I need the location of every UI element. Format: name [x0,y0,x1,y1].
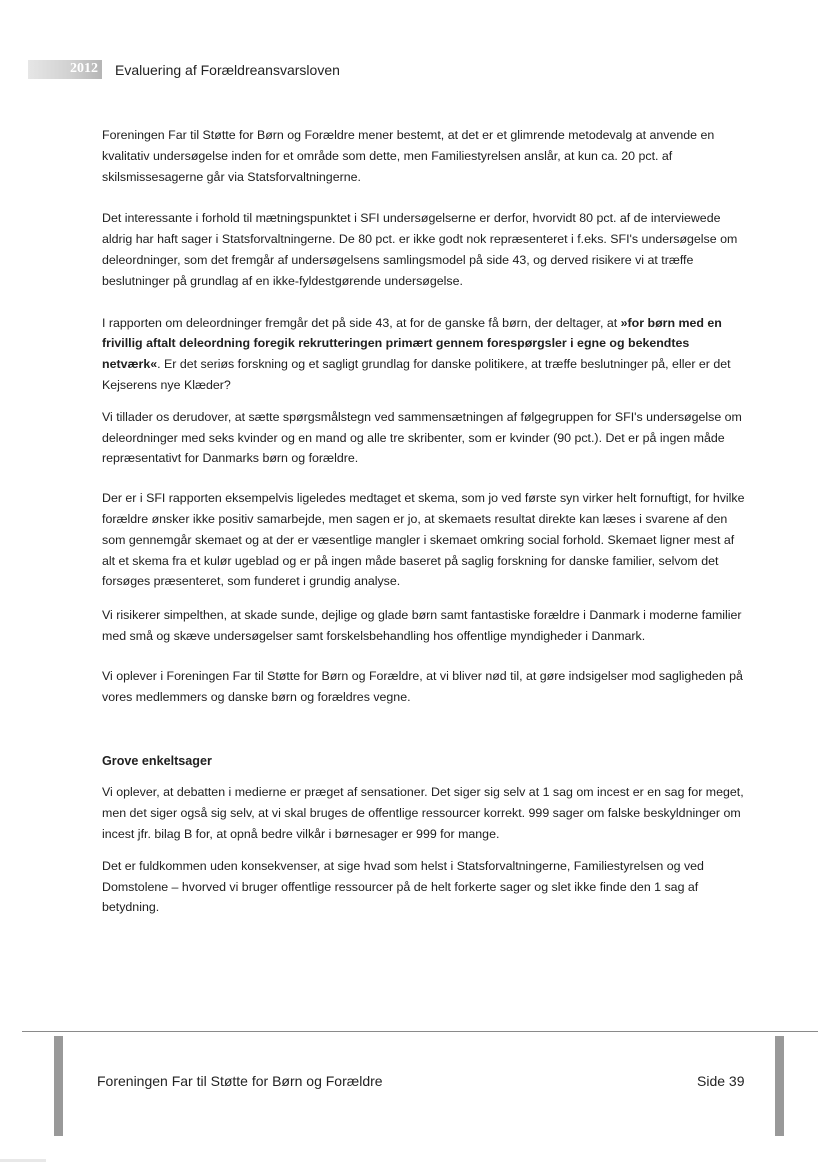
paragraph-quote [102,313,748,396]
year-label: 2012 [70,61,98,76]
scan-edge-mark [0,1159,46,1162]
footer-bar-left [54,1036,63,1136]
footer-divider [22,1031,818,1032]
page-body [102,125,748,918]
quote-lead-text: I rapporten om deleordninger fremgår det på side 43, at for de ganske få børn, der deltager, at [102,315,621,330]
paragraph: Foreningen Far til Støtte for Børn og Forældre mener bestemt, at det er et glimrende metodevalg at anvende en kvalitativ undersøgelse inden for et område som dette, men Familiestyrelsen anslår, at kun ca. 20 pct. af skilsmissesagerne går via Statsforvaltningerne. [102,128,715,184]
paragraph: Det er fuldkommen uden konsekvenser, at sige hvad som helst i Statsforvaltningerne, Familiestyrelsen og ved Domstolene – hvorved vi bruger offentlige ressourcer på de helt forkerte sager og slet ikke finde den 1 sag af betydning. [102,858,704,915]
page-number: Side 39 [697,1073,745,1089]
running-header [28,60,528,82]
paragraph: Vi oplever, at debatten i medierne er præget af sensationer. Det siger sig selv at 1 sag om incest er en sag for meget, men det siger også sig selv, at vi skal bruges de offentlige ressourcer korrekt. 999 sager om falske beskyldninger om incest jfr. bilag B for, at opnå bedre vilkår i børnesager er 999 for mange. [102,785,744,841]
footer-organization: Foreningen Far til Støtte for Børn og Forældre [97,1073,383,1089]
quoted-passage: »for børn med en frivillig aftalt deleordning foregik rekrutteringen primært gennem forespørgsler i egne og bekendtes netværk« [102,315,722,372]
year-badge [28,60,102,79]
paragraph: Vi tillader os derudover, at sætte spørgsmålstegn ved sammensætningen af følgegruppen for SFI's undersøgelse om deleordninger med seks kvinder og en mand og alle tre skribenter, som er kvinder (90 pct.). Det er på ingen måde repræsentativt for Danmarks børn og forældre. [102,409,742,466]
paragraph: Vi oplever i Foreningen Far til Støtte for Børn og Forældre, at vi bliver nød til, at gøre indsigelser mod sagligheden på vores medlemmers og danske børn og forældres vegne. [102,668,743,704]
paragraph: Vi risikerer simpelthen, at skade sunde, dejlige og glade børn samt fantastiske forældre i Danmark i moderne familier med små og skæve undersøgelser samt forskelsbehandling hos offentlige myndigheder i Danmark. [102,608,742,643]
paragraph: Der er i SFI rapporten eksempelvis ligeledes medtaget et skema, som jo ved første syn virker helt fornuftigt, for hvilke forældre ønsker ikke positiv samarbejde, men sagen er jo, at skemaets resultat direkte kan læses i svarene af den som gennemgår skemaet og at der er væsentlige mangler i skemaet omkring social forhold. Skemaet ligner mest af alt et skema fra et kulør ugeblad og er på ingen måde baseret på saglig forskning for danske familier, selvom det forsøges præsenteret, som funderet i grundig analyse. [102,491,745,589]
paragraph: Det interessante i forhold til mætningspunktet i SFI undersøgelserne er derfor, hvorvidt 80 pct. af de interviewede aldrig har haft sager i Statsforvaltningerne. De 80 pct. er ikke godt nok repræsenteret i f.eks. SFI's undersøgelse om deleordninger, som det fremgår af undersøgelsens samlingsmodel på side 43, og derved risikere vi at træffe beslutninger på grundlag af en ikke-fyldestgørende undersøgelse. [102,211,738,288]
quote-trailing-text: . Er det seriøs forskning og et sagligt grundlag for danske politikere, at træffe beslutninger på, eller er det Kejserens nye Klæder? [102,357,731,392]
document-title: Evaluering af Forældreansvarsloven [115,62,340,78]
section-heading: Grove enkeltsager [102,754,212,769]
footer-bar-right [775,1036,784,1136]
